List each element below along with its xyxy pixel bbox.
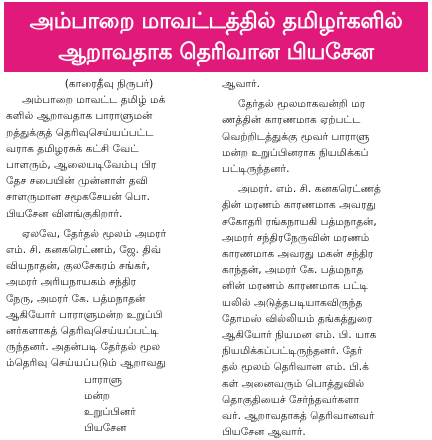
- body-line: பியசேன: [84, 422, 127, 435]
- body-line: னர்களாகத் தெரிவுசெய்யப்பட்டி: [6, 325, 159, 338]
- body-line: தொகுதியைச் சேர்ந்தவர்களா: [222, 393, 360, 406]
- body-line: காரணமாக அவரது மகன் சந்திர: [222, 248, 374, 261]
- body-line: பியசேன ஆவார்.: [222, 426, 306, 439]
- body-line: பியசேன விளங்குகிறார்.: [6, 207, 123, 220]
- body-line: சகோதரி ரங்கநாயகி பத்மநாதன்,: [222, 215, 377, 228]
- body-line: தின் மரணம் காரணமாக அவரது: [222, 199, 376, 212]
- body-line: களில் ஆறாவதாக பாராளுமன்: [6, 110, 153, 123]
- body-line: தோமஸ் வில்லியம் தங்கத்துரை: [222, 312, 373, 325]
- body-line: றத்துக்குத் தெரிவுசெய்யப்பட்ட: [6, 126, 154, 139]
- body-line: உறுப்பினர்: [84, 406, 136, 419]
- body-line: எம். சி. கனகரெட்ணம், ஜே. திவ்: [6, 244, 162, 257]
- body-line: பாராளு: [84, 373, 123, 386]
- body-line: ம்தெரிவு செய்யப்படும் ஆறாவது: [6, 357, 166, 370]
- body-line: அமரர் சந்திரநேருவின் மரணம்: [222, 231, 370, 244]
- body-line: மன்ற: [84, 389, 111, 402]
- body-line: நியமிக்கப்பட்டிருந்தனர். தேர்: [222, 345, 363, 358]
- headline-line-2: ஆறாவதாக தெரிவான பியசேன: [58, 40, 374, 65]
- headline-banner: [4, 2, 428, 72]
- body-line: பட்டிருந்தனர்.: [222, 163, 290, 176]
- body-line: ஆகியோர் நியமன எம். பி. யாக: [222, 329, 377, 342]
- body-line: காந்தன், அமரர் கே. பத்மநாத: [222, 264, 364, 277]
- body-line: வராக தமிழரசுக் கட்சி வேட்: [6, 142, 139, 155]
- article-column-left: [6, 76, 212, 436]
- body-line: யலில் அடுத்தபடியாகவிருந்த: [222, 296, 363, 309]
- body-line: அமரர் அரியநாயகம் சந்திர: [6, 276, 137, 289]
- body-line: வியநாதன், குலசேகரம் சங்கர்,: [6, 260, 150, 273]
- body-line: ஆவார்.: [222, 78, 260, 90]
- body-line: ஆகியோர் பாராளுமன்ற உறுப்பி: [6, 308, 163, 321]
- byline: (காரைதீவு நிருபர்): [64, 78, 154, 90]
- body-line: அம்பாறை மாவட்ட தமிழ் மக்: [22, 94, 166, 107]
- body-line: தேர்தல் மூலமாகவன்றி மர: [238, 98, 366, 111]
- body-line: மன்ற உறுப்பினராக நியமிக்கப்: [222, 146, 369, 159]
- article-column-right: [222, 76, 428, 440]
- body-line: தேச சபையின் முன்னாள் தவி: [6, 175, 148, 188]
- body-line: வர். ஆறாவதாகத் தெரிவானவர்: [222, 410, 375, 423]
- body-line: பாளரும், ஆலையடிவேம்பு பிர: [6, 159, 157, 172]
- body-line: வெற்றிடத்துக்கு மூவர் பாராளு: [222, 130, 370, 143]
- body-line: சாளருமான சமூகசேயன் பொ.: [6, 191, 150, 204]
- body-line: ணத்தின் காரணமாக ஏற்பட்ட: [222, 114, 361, 127]
- headline-line-1: அம்பாறை மாவட்டத்தில் தமிழர்களில்: [29, 9, 403, 34]
- body-line: கள் அனைவரும் பொத்துவில்: [222, 377, 365, 390]
- body-line: னின் மரணம் காரணமாக பட்டி: [222, 280, 368, 293]
- body-line: ருந்தனர். அதன்படி தேர்தல் மூல: [6, 341, 161, 354]
- body-line: அமரர். எம். சி. கனகரெட்ணத்: [238, 183, 381, 196]
- body-line: நேரு, அமரர் கே. பத்மநாதன்: [6, 292, 146, 305]
- body-line: ஏலவே, தேர்தல் மூலம் அமரர்: [22, 227, 167, 240]
- body-line: தல் மூலம் தெரிவான எம். பி.க்: [222, 361, 369, 374]
